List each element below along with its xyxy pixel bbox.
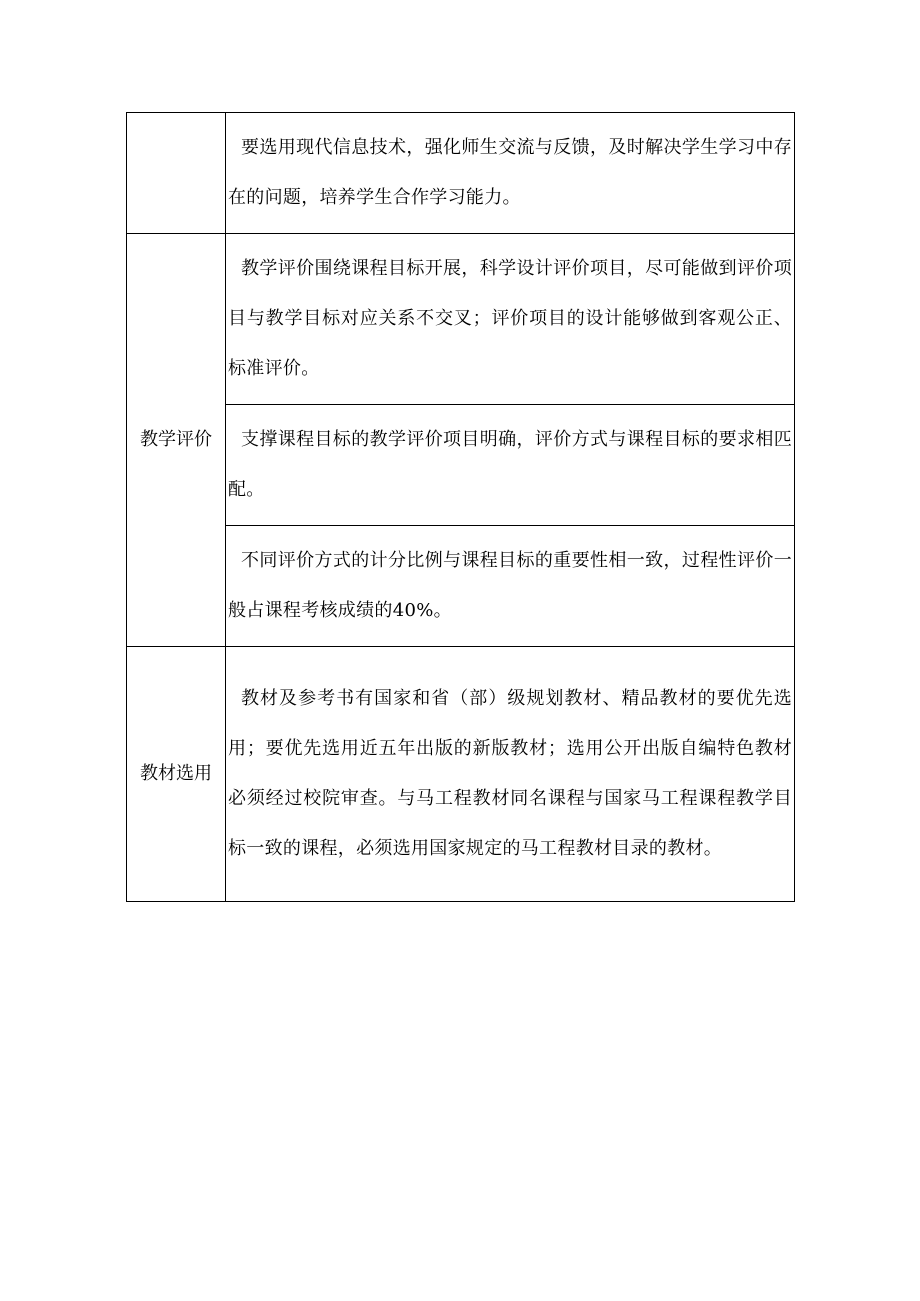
standards-table [126,112,795,902]
row-label-cell [127,234,226,647]
evaluation-alignment-paragraph: 支撑课程目标的教学评价项目明确，评价方式与课程目标的要求相匹配。 [228,429,792,500]
row-content-cell [226,405,795,526]
scoring-proportion-paragraph: 不同评价方式的计分比例与课程目标的重要性相一致，过程性评价一般占课程考核成绩的40%。 [228,550,792,621]
textbook-selection-label: 教材选用 [140,763,212,784]
row-content-cell [226,526,795,647]
row-label-cell [127,113,226,234]
evaluation-design-paragraph: 教学评价围绕课程目标开展，科学设计评价项目，尽可能做到评价项目与教学目标对应关系不交叉；评价项目的设计能够做到客观公正、标准评价。 [228,258,792,379]
modern-tech-paragraph: 要选用现代信息技术，强化师生交流与反馈，及时解决学生学习中存在的问题，培养学生合作学习能力。 [228,137,792,208]
teaching-evaluation-label: 教学评价 [140,429,212,450]
row-label-cell [127,647,226,902]
row-content-cell [226,234,795,405]
table-row [127,526,795,647]
table-row [127,647,795,902]
row-content-cell [226,647,795,902]
table-row [127,113,795,234]
table-row [127,234,795,405]
row-content-cell [226,113,795,234]
textbook-selection-paragraph: 教材及参考书有国家和省（部）级规划教材、精品教材的要优先选用；要优先选用近五年出版的新版教材；选用公开出版自编特色教材必须经过校院审查。与马工程教材同名课程与国家马工程课程教学目标一致的课程，必须选用国家规定的马工程教材目录的教材。 [228,688,792,859]
table-row [127,405,795,526]
